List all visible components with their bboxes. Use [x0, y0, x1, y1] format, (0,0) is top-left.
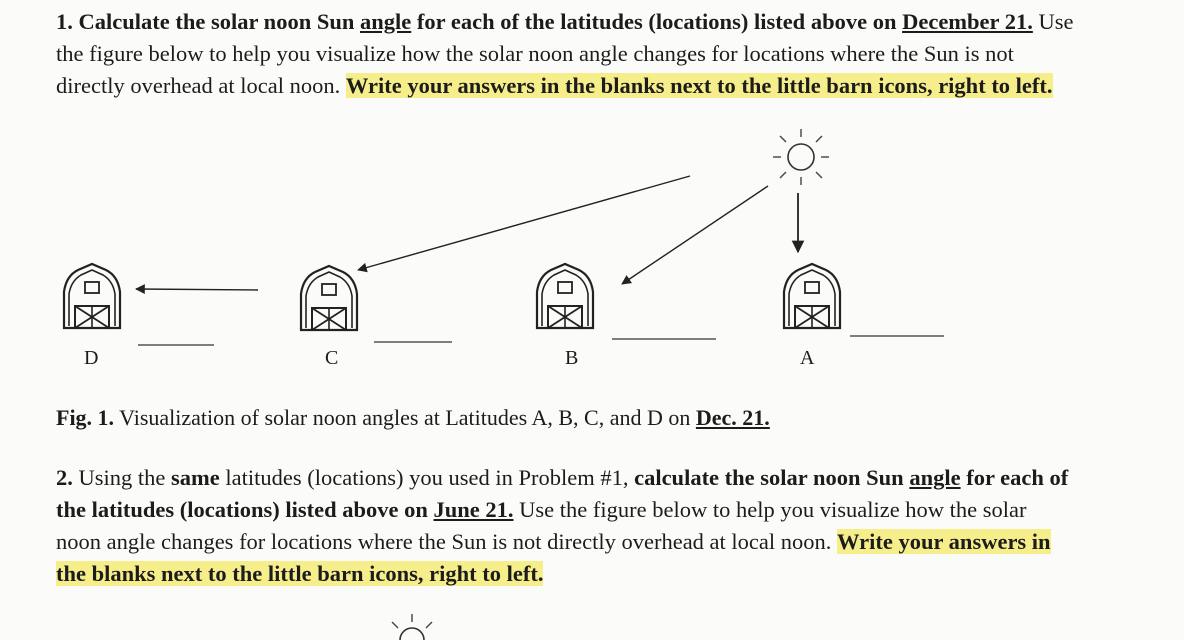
problem-2-number: 2.: [56, 465, 73, 490]
figure-1-caption: [56, 402, 770, 434]
problem-1-lead: Calculate the solar noon Sun: [78, 9, 355, 34]
caption-number: Fig. 1.: [56, 405, 115, 430]
caption-date: Dec. 21.: [695, 405, 770, 430]
problem-1-number: 1.: [56, 9, 73, 34]
sun-icon: [773, 129, 829, 185]
barn-icon: [301, 266, 357, 330]
problem-2-t2: latitudes (locations) you used in Problem #1,: [225, 465, 629, 490]
latitude-label-d: D: [84, 347, 99, 369]
problem-2-body: Use the figure below to help you visualize how the solar noon angle changes for locations where the Sun is not directly overhead at local noon.: [56, 497, 1027, 554]
sun-ray-b: [622, 186, 768, 284]
barn-icon: [537, 264, 593, 328]
problem-2-same: same: [171, 465, 220, 490]
problem-1-bold-tail: for each of the latitudes (locations) listed above on: [416, 9, 897, 34]
problem-2-bold2: for each of the latitudes (locations) listed above on: [56, 465, 1069, 522]
problem-2-date: June 21.: [433, 497, 514, 522]
latitude-label-b: B: [565, 347, 579, 369]
sun-ray-d: [136, 289, 258, 290]
problem-1-body: Use the figure below to help you visualize how the solar noon angle changes for locations where the Sun is not directly overhead at local noon.: [56, 9, 1074, 98]
problem-2-text: [56, 462, 1076, 590]
problem-2-bold1: calculate the solar noon Sun: [634, 465, 904, 490]
barn-icon: [784, 264, 840, 328]
problem-1-date: December 21.: [902, 9, 1033, 34]
latitude-label-c: C: [325, 347, 339, 369]
caption-text: Visualization of solar noon angles at Latitudes A, B, C, and D on: [119, 405, 691, 430]
barn-icon: [64, 264, 120, 328]
problem-2-angle: angle: [909, 465, 961, 490]
sun-icon: [392, 614, 432, 640]
latitude-label-a: A: [800, 347, 815, 369]
problem-2-highlight: Write your answers in the blanks next to the little barn icons, right to left.: [56, 529, 1051, 586]
problem-2-t1: Using the: [78, 465, 166, 490]
problem-1-angle: angle: [360, 9, 412, 34]
sun-ray-c: [358, 176, 690, 270]
problem-1-highlight: Write your answers in the blanks next to the little barn icons, right to left.: [345, 73, 1053, 98]
